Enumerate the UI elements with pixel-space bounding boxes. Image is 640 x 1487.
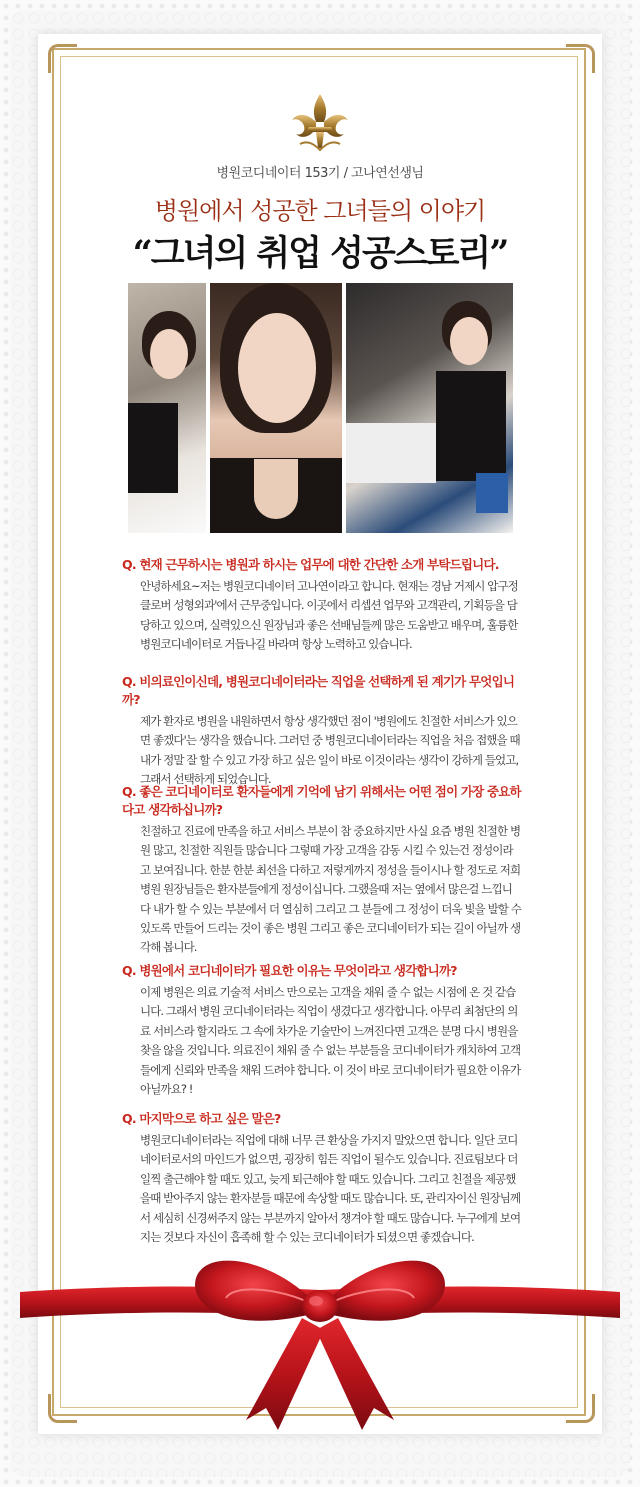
frame-corner-top-right — [566, 44, 595, 73]
red-ribbon-bow-icon — [20, 1248, 620, 1448]
answer-3: 친절하고 진료에 만족을 하고 서비스 부분이 참 중요하지만 사실 요즘 병원 친절한 병원 많고, 친절한 직원들 많습니다 그렇때 가장 고객을 감동 시킬 수 있는건 정성이라고 보여집니다. 한분 한분 최선을 다하고 저렇게까지 정성을 들이시나 할 정도로 저희 병원 원장님들은 환자분들에게 정성이십니다. 그랬을때 저는 옆에서 많은걸 느낍니다 내가 할 수 있는 부분에서 더 열심히 그리고 그 분들에 그 정성이 더욱 빛을 발할 수 있도록 만들어 드리는 것이 좋은 병원 그리고 좋은 코디네이터가 되는 길이 아닐까 생각해 봅니다. — [140, 824, 521, 955]
question-5: Q. 마지막으로 하고 싶은 말은? — [122, 1111, 281, 1126]
question-3: Q. 좋은 코디네이터로 환자들에게 기억에 남기 위해서는 어떤 점이 가장 중요하다고 생각하십니까? — [122, 784, 521, 817]
question-1: Q. 현재 근무하시는 병원과 하시는 업무에 대한 간단한 소개 부탁드립니다. — [122, 557, 499, 572]
qa-item-2 — [122, 673, 522, 790]
photo-reception — [346, 283, 513, 533]
qa-item-1 — [122, 556, 522, 655]
question-4: Q. 병원에서 코디네이터가 필요한 이유는 무엇이라고 생각합니까? — [122, 963, 457, 978]
answer-1: 안녕하세요~저는 병원코디네이터 고나연이라고 합니다. 현재는 경남 거제시 압구정클로버 성형외과'에서 근무중입니다. 이곳에서 리셉션 업무와 고객관리, 기획등을 담당하고 있으며, 실력있으신 원장님과 좋은 선배님들께 많은 도움받고 배우며, 훌륭한 병원코디네이터로 거듭나길 바라며 항상 노력하고 있습니다. — [140, 579, 518, 652]
qa-item-4 — [122, 962, 522, 1099]
page-title-line2: “그녀의 취업 성공스토리” — [132, 233, 508, 274]
frame-corner-top-left — [48, 44, 77, 73]
photo-at-desk — [128, 283, 206, 533]
answer-4: 이제 병원은 의료 기술적 서비스 만으로는 고객을 채워 줄 수 없는 시점에 온 것 같습니다. 그래서 병원 코디네이터라는 직업이 생겼다고 생각합니다. 아무리 최첨단의 의료 서비스라 할지라도 그 속에 차가운 기술만이 느껴진다면 고객은 분명 다시 병원을 찾을 않을 것입니다. 의료진이 채워 줄 수 없는 부분들을 코디네이터가 캐치하여 고객들에게 신뢰와 만족을 채워 드려야 합니다. 이 것이 바로 코디네이터가 필요한 이유가 아닐까요? ! — [140, 985, 521, 1097]
qa-item-5 — [122, 1110, 522, 1247]
page-subtitle: 병원코디네이터 153기 / 고나연선생님 — [216, 166, 424, 181]
question-2: Q. 비의료인이신데, 병원코디네이터라는 직업을 선택하게 된 계기가 무엇입니까? — [122, 674, 515, 707]
answer-2: 제가 환자로 병원을 내원하면서 항상 생각했던 점이 '병원에도 친절한 서비스가 있으면 좋겠다'는 생각을 했습니다. 그러던 중 병원코디네이터라는 직업을 처음 접했을 때 내가 정말 잘 할 수 있고 가장 하고 싶은 일이 바로 이것이라는 생각이 강하게 들었고, 그래서 선택하게 되었습니다. — [140, 714, 520, 787]
answer-5: 병원코디네이터라는 직업에 대해 너무 큰 환상을 가지지 말았으면 합니다. 일단 코디네이터로서의 마인드가 없으면, 굉장히 힘든 직업이 될수도 있습니다. 진료팀보다 더 일찍 출근해야 할 때도 있고, 늦게 퇴근해야 할 때도 있습니다. 그리고 친절을 제공했을때 받아주지 않는 환자분들 때문에 속상할 때도 많습니다. 또, 관리자이신 원장님께서 세심히 신경써주지 않는 부분까지 알아서 챙겨야 할 때도 많습니다. 누구에게 보여지는 것보다 자신이 흡족해 할 수 있는 코디네이터가 되셨으면 좋겠습니다. — [140, 1133, 521, 1245]
qa-item-3 — [122, 783, 522, 958]
page-title-line1: 병원에서 성공한 그녀들의 이야기 — [154, 197, 486, 225]
photo-portrait — [210, 283, 342, 533]
fleur-de-lis-emblem-icon — [286, 92, 354, 152]
